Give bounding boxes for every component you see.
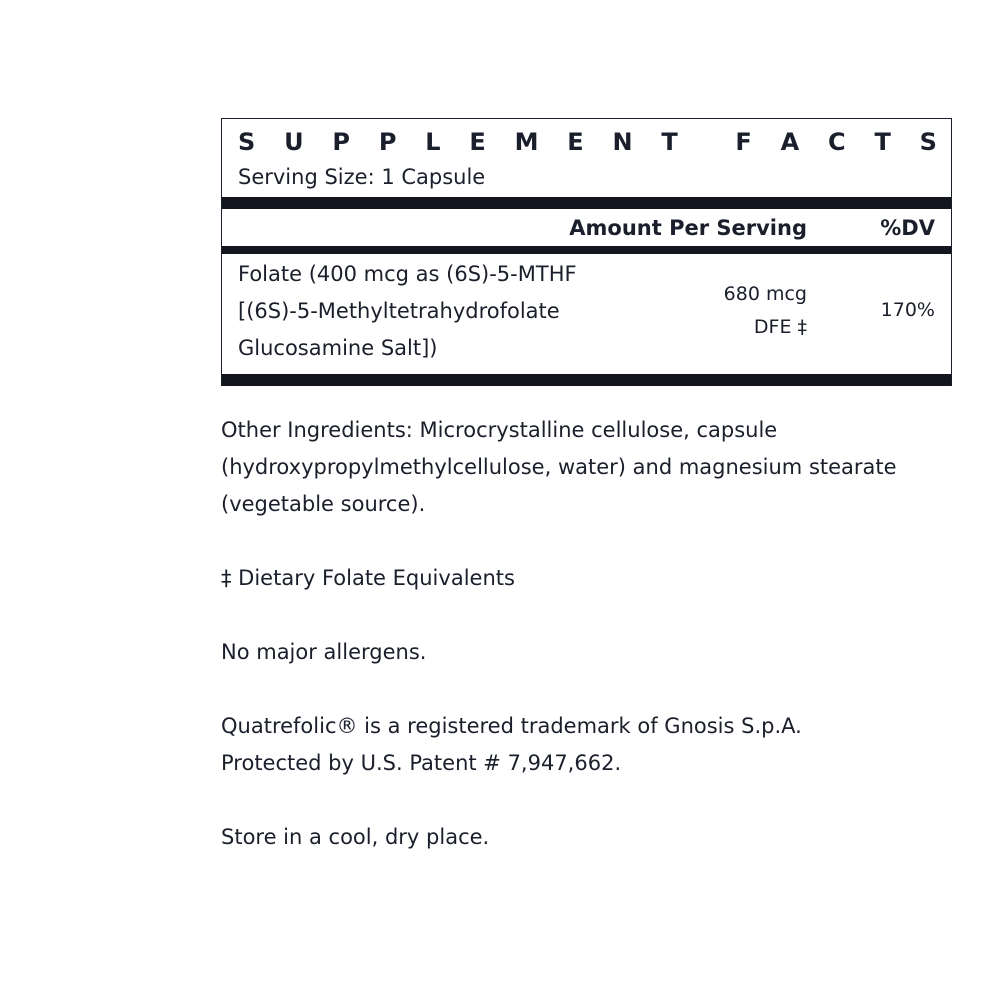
title-letter: P bbox=[332, 128, 351, 156]
title-letter: A bbox=[780, 128, 800, 156]
nutrient-amount-line: DFE ‡ bbox=[753, 316, 807, 338]
dfe-footnote: ‡ Dietary Folate Equivalents bbox=[221, 566, 515, 590]
supplement-facts-title bbox=[238, 125, 937, 159]
nutrient-daily-value: 170% bbox=[880, 299, 935, 321]
title-letter: U bbox=[284, 128, 304, 156]
title-letter: E bbox=[567, 128, 584, 156]
nutrient-name bbox=[238, 256, 638, 367]
storage-instructions: Store in a cool, dry place. bbox=[221, 825, 490, 849]
title-letter: T bbox=[661, 128, 678, 156]
daily-value-header: %DV bbox=[880, 216, 935, 240]
serving-size: Serving Size: 1 Capsule bbox=[238, 165, 486, 189]
title-letter: N bbox=[612, 128, 633, 156]
supplement-facts-panel bbox=[221, 118, 952, 386]
allergen-statement: No major allergens. bbox=[221, 640, 427, 664]
title-letter: T bbox=[874, 128, 891, 156]
title-letter: S bbox=[238, 128, 256, 156]
medium-divider bbox=[222, 246, 951, 254]
other-ingredients bbox=[221, 412, 961, 523]
amount-per-serving-header: Amount Per Serving bbox=[569, 216, 807, 240]
title-letter: M bbox=[514, 128, 539, 156]
other-ingredients-line: (vegetable source). bbox=[221, 492, 426, 516]
nutrient-name-line: [(6S)-5-Methyltetrahydrofolate bbox=[238, 299, 560, 323]
nutrient-name-line: Folate (400 mcg as (6S)-5-MTHF bbox=[238, 262, 577, 286]
title-letter: P bbox=[378, 128, 397, 156]
label-notes bbox=[221, 412, 961, 856]
trademark-statement bbox=[221, 708, 961, 782]
title-letter: C bbox=[828, 128, 846, 156]
trademark-line: Quatrefolic® is a registered trademark of Gnosis S.p.A. bbox=[221, 714, 802, 738]
nutrient-amount bbox=[724, 278, 807, 344]
title-letter: L bbox=[425, 128, 441, 156]
trademark-line: Protected by U.S. Patent # 7,947,662. bbox=[221, 751, 622, 775]
thick-divider bbox=[222, 197, 951, 209]
title-letter: F bbox=[735, 128, 752, 156]
nutrient-amount-line: 680 mcg bbox=[723, 283, 807, 305]
title-letter: E bbox=[469, 128, 486, 156]
title-letter: S bbox=[919, 128, 937, 156]
other-ingredients-line: (hydroxypropylmethylcellulose, water) and magnesium stearate bbox=[221, 455, 897, 479]
other-ingredients-line: Other Ingredients: Microcrystalline cellulose, capsule bbox=[221, 418, 778, 442]
nutrient-name-line: Glucosamine Salt]) bbox=[238, 336, 438, 360]
bottom-divider bbox=[222, 374, 951, 386]
